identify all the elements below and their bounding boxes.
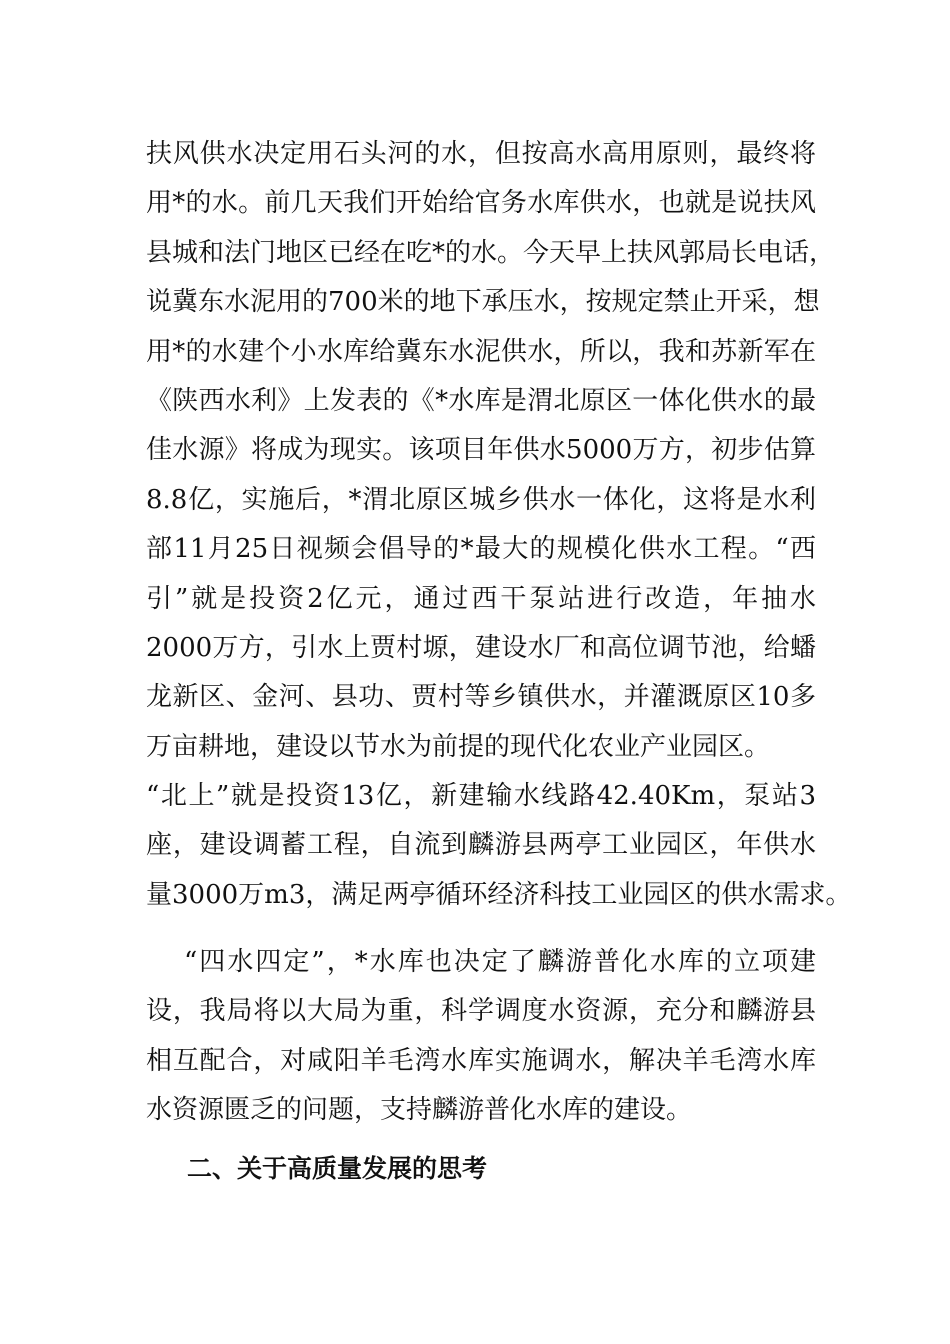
paragraph-line: 引”就是投资2亿元，通过西干泵站进行改造，年抽水 (146, 583, 816, 614)
paragraph-line: 相互配合，对咸阳羊毛湾水库实施调水，解决羊毛湾水库 (146, 1045, 816, 1076)
paragraph-line: 县城和法门地区已经在吃*的水。今天早上扶风郭局长电话， (146, 237, 836, 268)
paragraph-line: 部11月25日视频会倡导的*最大的规模化供水工程。“西 (146, 534, 816, 565)
paragraph-line: “北上”就是投资13亿，新建输水线路42.40Km，泵站3 (146, 781, 816, 812)
paragraph-line: 用*的水。前几天我们开始给官务水库供水，也就是说扶风 (146, 188, 816, 219)
section-heading: 二、关于高质量发展的思考 (187, 1154, 488, 1183)
paragraph-line: 8.8亿，实施后，*渭北原区城乡供水一体化，这将是水利 (146, 484, 816, 515)
paragraph-line: 《陕西水利》上发表的《*水库是渭北原区一体化供水的最 (146, 385, 816, 416)
paragraph-line: 万亩耕地，建设以节水为前提的现代化农业产业园区。 (146, 731, 771, 762)
paragraph-four-water-four-fix (146, 938, 816, 1136)
paragraph-water-supply (146, 130, 852, 920)
paragraph-line: “四水四定”，*水库也决定了麟游普化水库的立项建 (184, 947, 816, 977)
paragraph-line: 2000万方，引水上贾村塬，建设水厂和高位调节池，给蟠 (146, 632, 816, 663)
paragraph-line: 设，我局将以大局为重，科学调度水资源，充分和麟游县 (146, 996, 816, 1027)
paragraph-line: 扶风供水决定用石头河的水，但按高水高用原则，最终将 (146, 139, 816, 169)
paragraph-line: 说冀东水泥用的700米的地下承压水，按规定禁止开采，想 (146, 287, 820, 318)
paragraph-line: 水资源匮乏的问题，支持麟游普化水库的建设。 (146, 1095, 693, 1126)
paragraph-line: 用*的水建个小水库给冀东水泥供水，所以，我和苏新军在 (146, 336, 816, 367)
paragraph-line: 座，建设调蓄工程，自流到麟游县两亭工业园区，年供水 (146, 830, 816, 861)
paragraph-line: 佳水源》将成为现实。该项目年供水5000万方，初步估算 (146, 435, 816, 466)
paragraph-line: 龙新区、金河、县功、贾村等乡镇供水，并灌溉原区10多 (146, 682, 816, 713)
paragraph-line: 量3000万m3，满足两亭循环经济科技工业园区的供水需求。 (146, 879, 852, 910)
